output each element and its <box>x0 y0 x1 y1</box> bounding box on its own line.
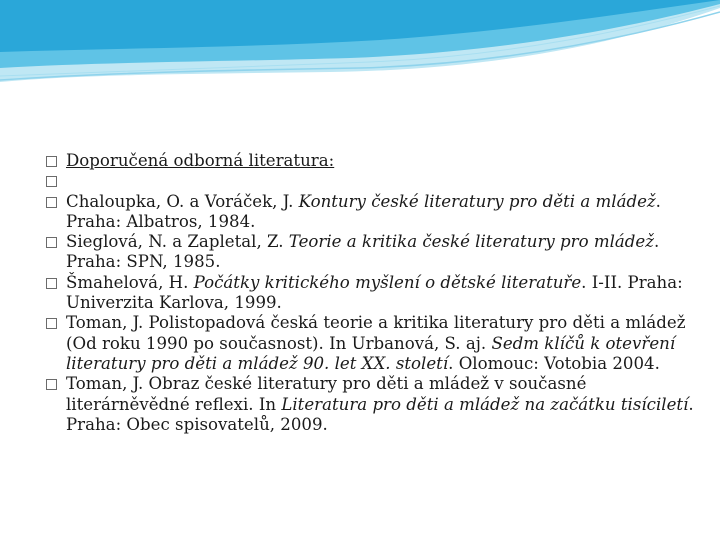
reference-text: Toman, J. Obraz české literatury pro děti a mládež v současné literárněvědné reflexi. In <box>66 374 587 414</box>
reference-title: Teorie a kritika české literatury pro mládež <box>288 232 654 252</box>
bullet-icon <box>46 318 57 329</box>
decorative-wave-header <box>0 0 720 110</box>
bullet-icon <box>46 156 57 167</box>
reference-publication: . Olomouc: Votobia 2004. <box>448 353 660 373</box>
section-heading: Doporučená odborná literatura: <box>66 151 335 170</box>
reference-item <box>46 313 696 374</box>
list-item-empty <box>46 171 696 191</box>
literature-list <box>46 151 696 435</box>
reference-text: Chaloupka, O. a Voráček, J. <box>66 191 299 211</box>
reference-publication: . Praha: Obec spisovatelů, 2009. <box>66 394 694 434</box>
bullet-icon <box>46 278 57 289</box>
reference-title: Počátky kritického myšlení o dětské literatuře <box>193 272 582 292</box>
list-item-heading <box>46 151 696 171</box>
reference-item <box>46 374 696 435</box>
bullet-icon <box>46 379 57 390</box>
reference-title: Sedm klíčů k otevření literatury pro děti a mládež 90. let XX. století <box>66 333 676 373</box>
reference-text: Sieglová, N. a Zapletal, Z. <box>66 232 289 252</box>
bullet-icon <box>46 197 57 208</box>
reference-publication: . Praha: Albatros, 1984. <box>66 191 661 231</box>
bullet-icon <box>46 237 57 248</box>
reference-text: Toman, J. Polistopadová česká teorie a kritika literatury pro děti a mládež (Od roku 1990 po současnost). In Urbanová, S. aj. <box>66 313 686 353</box>
reference-publication: . Praha: SPN, 1985. <box>66 232 660 272</box>
reference-item <box>46 192 696 233</box>
reference-text: Šmahelová, H. <box>66 272 194 292</box>
bullet-icon <box>46 176 57 187</box>
reference-title: Kontury české literatury pro děti a mládež <box>298 191 656 211</box>
reference-title: Literatura pro děti a mládež na začátku tisíciletí <box>281 394 689 414</box>
reference-item <box>46 232 696 273</box>
reference-item <box>46 273 696 314</box>
reference-publication: . I-II. Praha: Univerzita Karlova, 1999. <box>66 272 683 313</box>
